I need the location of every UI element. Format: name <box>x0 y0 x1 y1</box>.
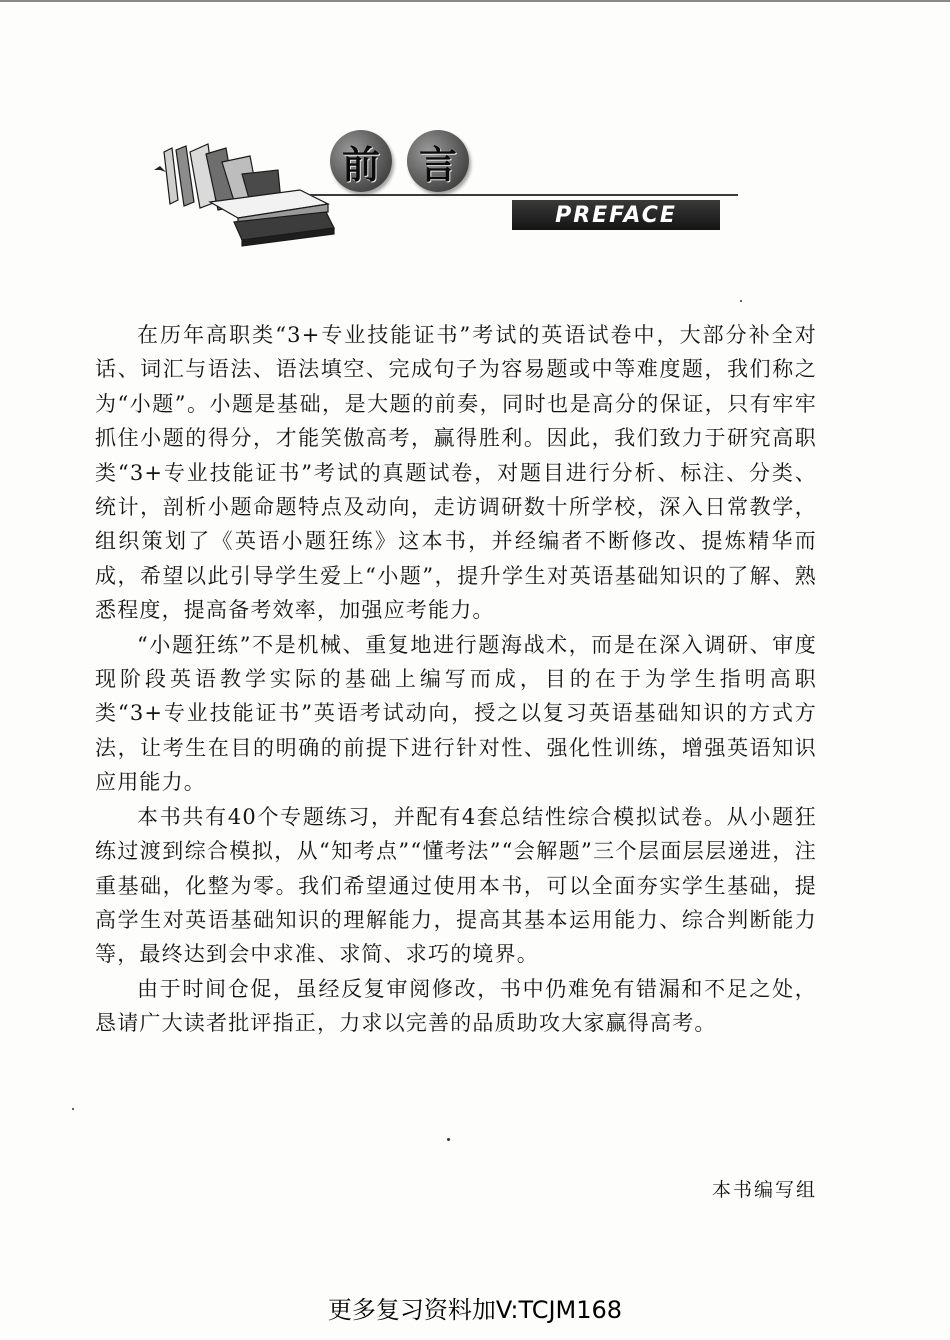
scan-speck <box>72 1108 74 1110</box>
paragraph-2: “小题狂练”不是机械、重复地进行题海战术，而是在深入调研、审度现阶段英语教学实际的基础上编写而成，目的在于为学生指明高职类“3+专业技能证书”英语考试动向，授之以复习英语基础知识的方式方法，让考生在目的明确的前提下进行针对性、强化性训练，增强英语知识应用能力。 <box>95 632 817 795</box>
page-top-edge <box>0 0 950 2</box>
paragraph-1: 在历年高职类“3+专业技能证书”考试的英语试卷中，大部分补全对话、词汇与语法、语法填空、完成句子为容易题或中等难度题，我们称之为“小题”。小题是基础，是大题的前奏，同时也是高分的保证，只有牢牢抓住小题的得分，才能笑傲高考，赢得胜利。因此，我们致力于研究高职类“3+专业技能证书”考试的真题试卷，对题目进行分析、标注、分类、统计，剖析小题命题特点及动向，走访调研数十所学校，深入日常教学，组织策划了《英语小题狂练》这本书，并经编者不断修改、提炼精华而成，希望以此引导学生爱上“小题”，提升学生对英语基础知识的了解、熟悉程度，提高备考效率，加强应考能力。 <box>95 323 817 623</box>
title-char-yan <box>407 130 469 192</box>
scan-speck <box>740 300 742 302</box>
footer-note: 更多复习资料加V:TCJM168 <box>327 1296 623 1324</box>
signature: 本书编写组 <box>711 1179 817 1201</box>
paragraph-4: 由于时间仓促，虽经反复审阅修改，书中仍难免有错漏和不足之处，恳请广大读者批评指正，力求以完善的品质助攻大家赢得高考。 <box>95 976 817 1036</box>
title-char-1: 前 <box>341 141 380 187</box>
title-char-qian <box>330 130 392 192</box>
scan-speck <box>447 1138 450 1141</box>
preface-header <box>150 130 750 260</box>
preface-body <box>95 318 817 1041</box>
paragraph-3: 本书共有40个专题练习，并配有4套总结性综合模拟试卷。从小题狂练过渡到综合模拟，从“知考点”“懂考法”“会解题”三个层面层层递进，注重基础，化整为零。我们希望通过使用本书，可以全面夯实学生基础，提高学生对英语基础知识的理解能力，提高其基本运用能力、综合判断能力等，最终达到会中求准、求简、求巧的境界。 <box>95 804 817 967</box>
preface-subtitle: PREFACE <box>555 202 677 228</box>
title-char-2: 言 <box>418 141 457 187</box>
preface-subtitle-band <box>512 200 720 230</box>
header-divider-line <box>310 194 738 196</box>
